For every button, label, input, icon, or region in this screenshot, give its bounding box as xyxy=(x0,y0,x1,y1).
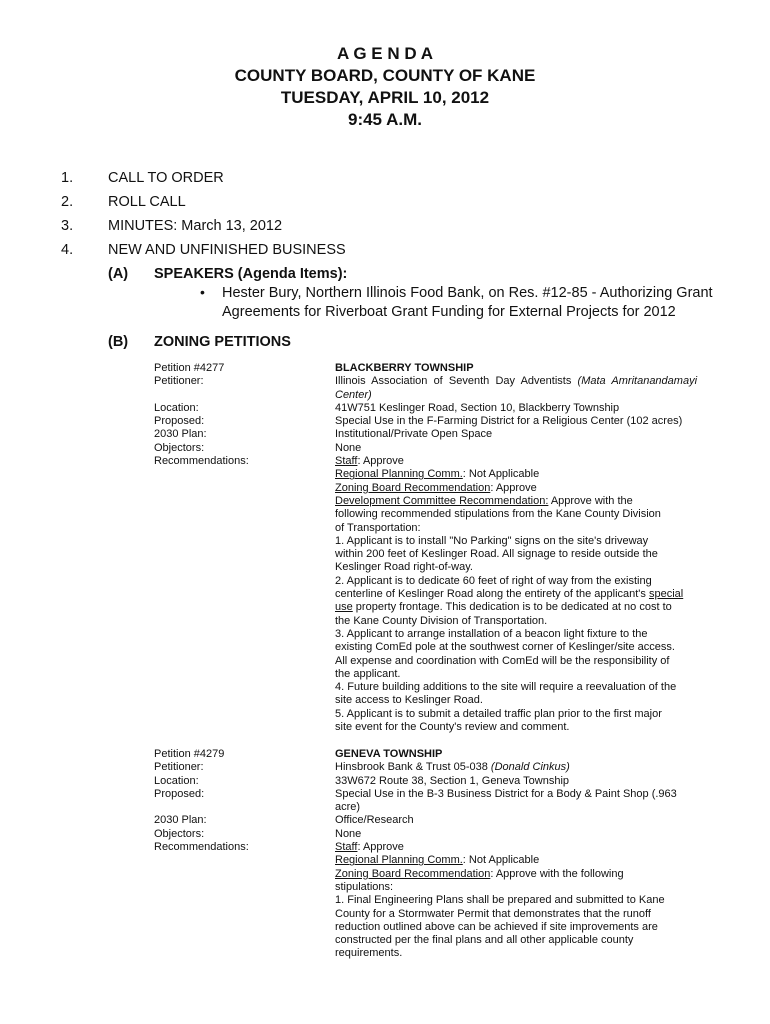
item-number: 2. xyxy=(61,194,74,210)
stipulation-line: following recommended stipulations from the Kane County Division xyxy=(335,508,661,521)
stipulation-line: use property frontage. This dedication is to be dedicated at no cost to xyxy=(335,601,672,614)
rpc-recommendation: Regional Planning Comm.: Not Applicable xyxy=(335,468,540,481)
petition-number: Petition #4279 xyxy=(154,748,225,760)
stipulation-line: reduction outlined above can be achieved if site improvements are xyxy=(335,920,658,933)
petition-labels xyxy=(154,362,324,468)
stipulation-line: constructed per the final plans and all other applicable county xyxy=(335,934,634,947)
speaker-line: Hester Bury, Northern Illinois Food Bank, on Res. #12-85 - Authorizing Grant xyxy=(222,285,713,301)
item-number: 4. xyxy=(61,242,74,258)
stipulation-line: the applicant. xyxy=(335,667,401,680)
stipulation-line: All expense and coordination with ComEd will be the responsibility of xyxy=(335,654,670,667)
location-value: 41W751 Keslinger Road, Section 10, Blackberry Township xyxy=(335,401,620,414)
meeting-time: 9:45 A.M. xyxy=(347,110,422,129)
item-label: CALL TO ORDER xyxy=(108,170,224,186)
proposed-label: Proposed: xyxy=(154,787,205,800)
agenda-title: A G E N D A xyxy=(336,44,434,63)
stipulation-line: 3. Applicant to arrange installation of a beacon light fixture to the xyxy=(335,627,648,640)
section-a-letter: (A) xyxy=(108,266,129,282)
proposed-value: acre) xyxy=(335,801,361,814)
dcr-recommendation: Development Committee Recommendation: Approve with the xyxy=(335,494,633,507)
stipulation-line: requirements. xyxy=(335,947,403,960)
objectors-value: None xyxy=(335,441,362,454)
meeting-date: TUESDAY, APRIL 10, 2012 xyxy=(280,88,490,107)
section-a-title: SPEAKERS (Agenda Items): xyxy=(154,266,348,282)
plan-value: Institutional/Private Open Space xyxy=(335,428,493,441)
zbr-recommendation: Zoning Board Recommendation: Approve xyxy=(335,481,537,494)
stipulation-line: of Transportation: xyxy=(335,521,421,534)
item-label: ROLL CALL xyxy=(108,194,186,210)
bullet-icon: • xyxy=(200,284,205,300)
staff-recommendation: Staff: Approve xyxy=(335,455,404,468)
speaker-line: Agreements for Riverboat Grant Funding for External Projects for 2012 xyxy=(222,304,676,320)
objectors-label: Objectors: xyxy=(154,827,205,840)
township-name: BLACKBERRY TOWNSHIP xyxy=(335,362,474,374)
section-b-letter: (B) xyxy=(108,334,129,350)
recommendations-label: Recommendations: xyxy=(154,841,249,854)
stipulation-line: existing ComEd pole at the southwest corner of Keslinger/site access. xyxy=(335,641,675,654)
section-b-title: ZONING PETITIONS xyxy=(154,334,291,350)
petitioner-label: Petitioner: xyxy=(154,375,204,388)
rpc-recommendation: Regional Planning Comm.: Not Applicable xyxy=(335,854,540,867)
staff-recommendation: Staff: Approve xyxy=(335,841,404,854)
item-label: NEW AND UNFINISHED BUSINESS xyxy=(108,242,346,258)
stipulation-line: site event for the County's review and comment. xyxy=(335,721,570,734)
stipulation-line: centerline of Keslinger Road along the entirety of the applicant's special xyxy=(335,588,684,601)
petition-details xyxy=(335,748,697,961)
petition-labels xyxy=(154,748,324,854)
location-label: Location: xyxy=(154,401,199,414)
stipulation-line: County for a Stormwater Permit that demonstrates that the runoff xyxy=(335,907,651,920)
stipulation-line: 5. Applicant is to submit a detailed traffic plan prior to the first major xyxy=(335,707,662,720)
stipulation-line: site access to Keslinger Road. xyxy=(335,694,483,707)
petitioner-label: Petitioner: xyxy=(154,761,204,774)
board-title: COUNTY BOARD, COUNTY OF KANE xyxy=(234,66,536,85)
item-number: 3. xyxy=(61,218,74,234)
proposed-label: Proposed: xyxy=(154,415,205,428)
petitioner-name: Illinois Association of Seventh Day Adventists (Mata Amritanandamayi Center) xyxy=(335,375,698,401)
plan-value: Office/Research xyxy=(335,814,414,827)
stipulation-line: Keslinger Road right-of-way. xyxy=(335,561,473,574)
stipulation-line: 2. Applicant is to dedicate 60 feet of right of way from the existing xyxy=(335,574,652,587)
zbr-recommendation: Zoning Board Recommendation: Approve with the following xyxy=(335,867,624,880)
petition-details xyxy=(335,362,697,734)
plan-label: 2030 Plan: xyxy=(154,428,207,441)
location-label: Location: xyxy=(154,774,199,787)
stipulation-line: the Kane County Division of Transportation. xyxy=(335,614,548,627)
stipulation-line: stipulations: xyxy=(335,880,394,893)
speaker-entry xyxy=(222,284,742,322)
item-label: MINUTES: March 13, 2012 xyxy=(108,218,283,234)
plan-label: 2030 Plan: xyxy=(154,814,207,827)
proposed-value: Special Use in the F-Farming District for a Religious Center (102 acres) xyxy=(335,415,683,428)
stipulation-line: 4. Future building additions to the site will require a reevaluation of the xyxy=(335,681,677,694)
recommendations-label: Recommendations: xyxy=(154,455,249,468)
petitioner-name: Hinsbrook Bank & Trust 05-038 (Donald Cinkus) xyxy=(335,761,570,774)
stipulation-line: within 200 feet of Keslinger Road. All signage to reside outside the xyxy=(335,548,658,561)
item-number: 1. xyxy=(61,170,74,186)
objectors-label: Objectors: xyxy=(154,441,205,454)
township-name: GENEVA TOWNSHIP xyxy=(335,748,443,760)
objectors-value: None xyxy=(335,827,362,840)
stipulation-line: 1. Final Engineering Plans shall be prepared and submitted to Kane xyxy=(335,894,665,907)
location-value: 33W672 Route 38, Section 1, Geneva Township xyxy=(335,774,570,787)
petition-number: Petition #4277 xyxy=(154,362,225,374)
proposed-value: Special Use in the B-3 Business District for a Body & Paint Shop (.963 xyxy=(335,787,677,800)
stipulation-line: 1. Applicant is to install "No Parking" signs on the site's driveway xyxy=(335,534,649,547)
